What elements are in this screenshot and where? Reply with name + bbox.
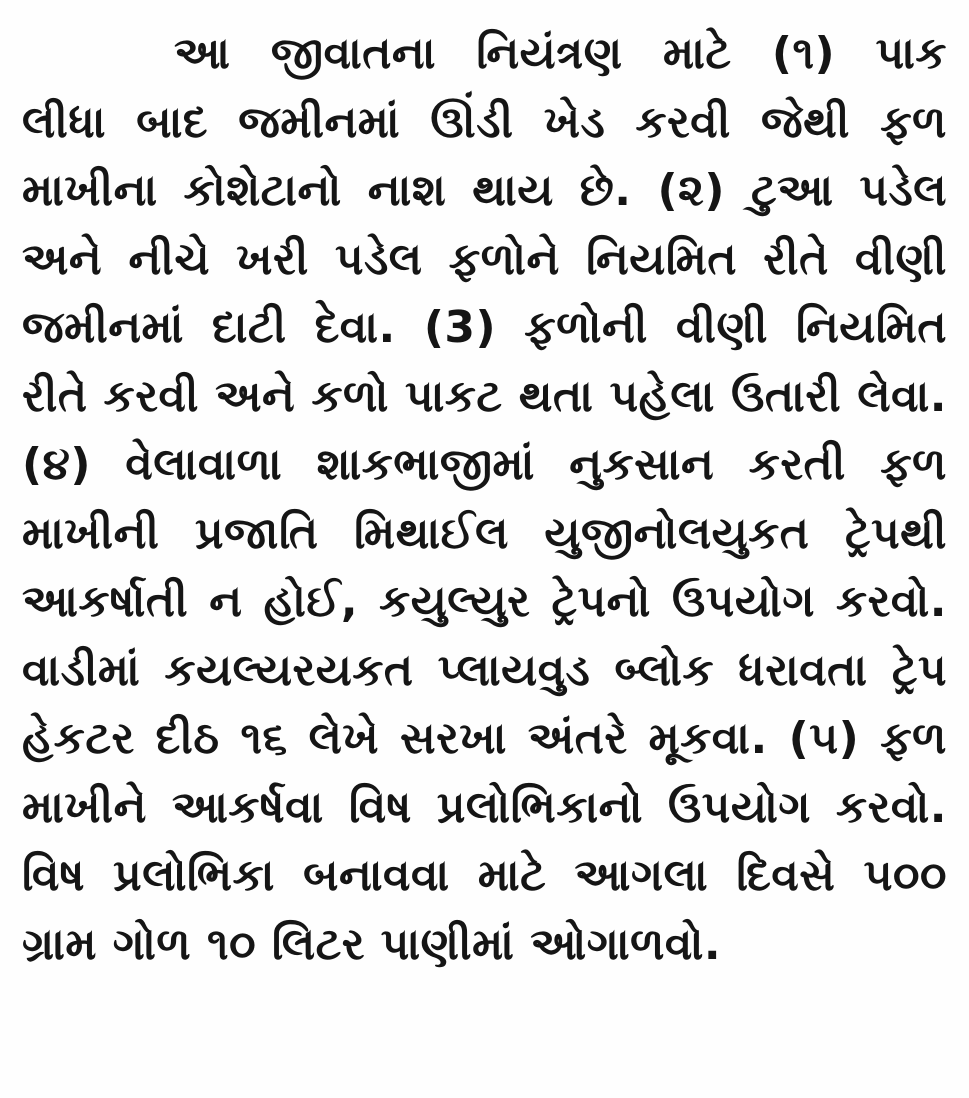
text-line-2: લીધા બાદ જમીનમાં ઊંડી ખેડ કરવી જેથી ફળ — [22, 96, 947, 148]
text-line-4: અને નીચે ખરી પડેલ ફળોને નિયમિત રીતે વીણી — [22, 233, 947, 285]
text-line-12: માખીને આકર્ષવા વિષ પ્રલોભિકાનો ઉપયોગ કરવો. — [22, 781, 947, 833]
text-line-7: (૪) વેલાવાળા શાકભાજીમાં નુકસાન કરતી ફળ — [22, 439, 947, 490]
text-line-8: માખીની પ્રજાતિ મિથાઈલ યુજીનોલયુકત ટ્રેપથી — [22, 507, 947, 559]
text-line-11: હેકટર દીઠ ૧૬ લેખે સરખા અંતરે મૂકવા. (૫) ફળ — [22, 713, 947, 764]
text-line-1: આ જીવાતના નિયંત્રણ માટે (૧) પાક — [174, 28, 947, 79]
text-line-9: આકર્ષાતી ન હોઈ, કયુલ્યુર ટ્રેપનો ઉપયોગ કરવો. — [22, 576, 947, 627]
text-line-5: જમીનમાં દાટી દેવા. (3) ફળોની વીણી નિયમિત — [22, 302, 947, 353]
text-line-10: વાડીમાં કયલ્યરયકત પ્લાયવુડ બ્લોક ધરાવતા ટ્રેપ — [22, 644, 947, 696]
text-line-13: વિષ પ્રલોભિકા બનાવવા માટે આગલા દિવસે ૫૦૦ — [22, 850, 947, 901]
text-line-14: ગ્રામ ગોળ ૧૦ લિટર પાણીમાં ઓગાળવો. — [22, 918, 722, 970]
text-line-3: માખીના કોશેટાનો નાશ થાય છે. (૨) ટુઆ પડેલ — [22, 165, 947, 216]
body-paragraph — [22, 20, 947, 979]
text-line-6: રીતે કરવી અને કળો પાકટ થતા પહેલા ઉતારી લેવા. — [22, 370, 947, 422]
